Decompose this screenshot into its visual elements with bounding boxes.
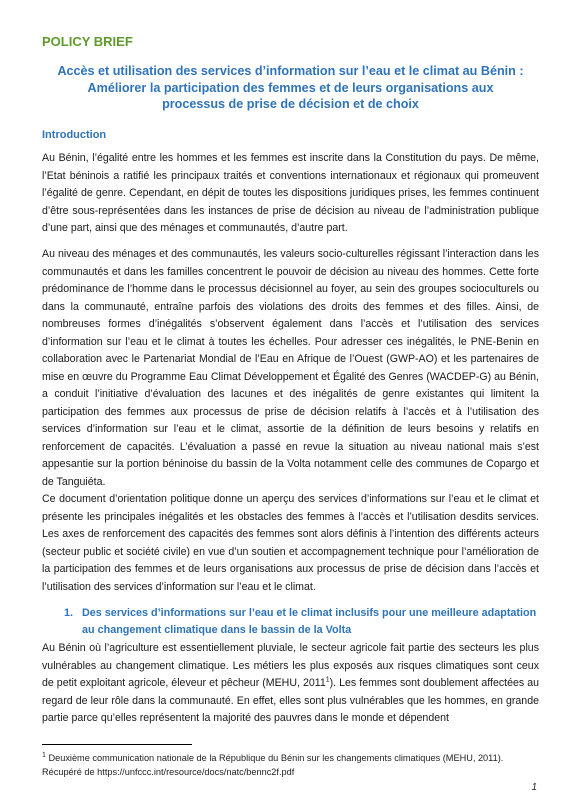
footnote-separator bbox=[42, 744, 192, 745]
section-1-paragraph-1 bbox=[42, 640, 539, 728]
introduction-paragraph-1: Au Bénin, l’égalité entre les hommes et les femmes est inscrite dans la Constitution du pays. De même, l’Etat béninois a ratifié les principaux traités et conventions internationaux et régionaux qui promeuvent l’égalité de genre. Cependant, en dépit de toutes les dispositions juridiques prises, les femmes continuent d’être sous-représentées dans les instances de prise de décision au niveau de l’administration publique d’une part, ainsi que des ménages et communautés, d’autre part. bbox=[42, 152, 539, 234]
section-1-paragraph-1-text-a: Au Bénin où l’agriculture est essentiellement pluviale, le secteur agricole fait partie des secteurs les plus vulnérables au changement climatique. Les métiers les plus exposés aux risques climatiques sont ceux de petit exploitant agricole, éleveur et pêcheur (MEHU, 2011 bbox=[42, 642, 539, 689]
footnote-reference[interactable]: 1 bbox=[325, 676, 330, 684]
document-type-label: POLICY BRIEF bbox=[42, 34, 133, 49]
introduction-paragraph-3: Ce document d’orientation politique donne un aperçu des services d’informations sur l’eau et le climat et présente les principales inégalités et les obstacles des femmes à l’accès et l’utilisation desdits services. Les axes de renforcement des capacités des femmes sont alors définis à l’intention des différents acteurs (secteur public et société civile) en vue d’un soutien et accompagnement technique pour l’amélioration de la participation des femmes et de leurs organisations aux processus de prise de décision dans l’accès et l’utilisation des services d’information sur l’eau et le climat. bbox=[42, 493, 539, 593]
title-line-1: Accès et utilisation des services d’information sur l’eau et le climat au Bénin : bbox=[57, 64, 524, 78]
title-line-3: processus de prise de décision et de choix bbox=[162, 97, 419, 111]
document-title bbox=[38, 63, 543, 113]
title-line-2: Améliorer la participation des femmes et de leurs organisations aux bbox=[87, 80, 494, 95]
section-1-paragraph-1-text-b: ). Les femmes sont doublement affectées au regard de leur rôle dans la communauté. En effet, elles sont plus vulnérables que les hommes, en grande partie parce qu’elles représentent la majorité des pauvres dans le monde et dépendent bbox=[42, 677, 539, 724]
footnote-marker: 1 bbox=[42, 751, 46, 759]
introduction-paragraph-2: Au niveau des ménages et des communautés, les valeurs socio-culturelles régissant l’interaction dans les communautés et dans les familles concentrent le pouvoir de décision au niveau des hommes. Cette forte prédominance de l’homme dans le processus décisionnel au foyer, au sein des groupes socioculturels ou dans la communauté, entraîne parfois des violations des droits des femmes et des filles. Ainsi, de nombreuses formes d’inégalités s’observent également dans l’accès et l’utilisation des services d’information sur l’eau et le climat à toutes les échelles. Pour adresser ces inégalités, le PNE-Benin en collaboration avec le Partenariat Mondial de l’Eau en Afrique de l’Ouest (GWP-AO) et les partenaires de mise en œuvre du Programme Eau Climat Développement et Égalité des Genres (WACDEP-G) au Bénin, a conduit l’initiative d’évaluation des lacunes et des inégalités de genre existantes qui limitent la participation des femmes aux processus de prise de décision relatifs à l’accès et à l’utilisation des services d’information sur l’eau et le climat, assortie de la définition de leurs besoins y relatifs en renforcement de capacités. L’évaluation a passé en revue la situation au niveau national mais s’est appesantie sur la portion béninoise du bassin de la Volta notamment celle des communes de Copargo et de Tanguiéta. bbox=[42, 248, 539, 488]
page-number: 1 bbox=[531, 782, 537, 793]
introduction-heading: Introduction bbox=[42, 129, 107, 141]
footnote-text: Deuxième communication nationale de la République du Bénin sur les changements climatiques (MEHU, 2011). Récupéré de https://unfccc.int/resource/docs/natc/bennc2f.pdf bbox=[42, 753, 504, 777]
section-1-heading-text: Des services d’informations sur l’eau et le climat inclusifs pour une meilleure adaptation au changement climatique dans le bassin de la Volta bbox=[82, 607, 537, 636]
section-1-heading bbox=[64, 605, 539, 639]
section-1-number: 1. bbox=[64, 607, 74, 619]
footnote bbox=[42, 751, 539, 779]
